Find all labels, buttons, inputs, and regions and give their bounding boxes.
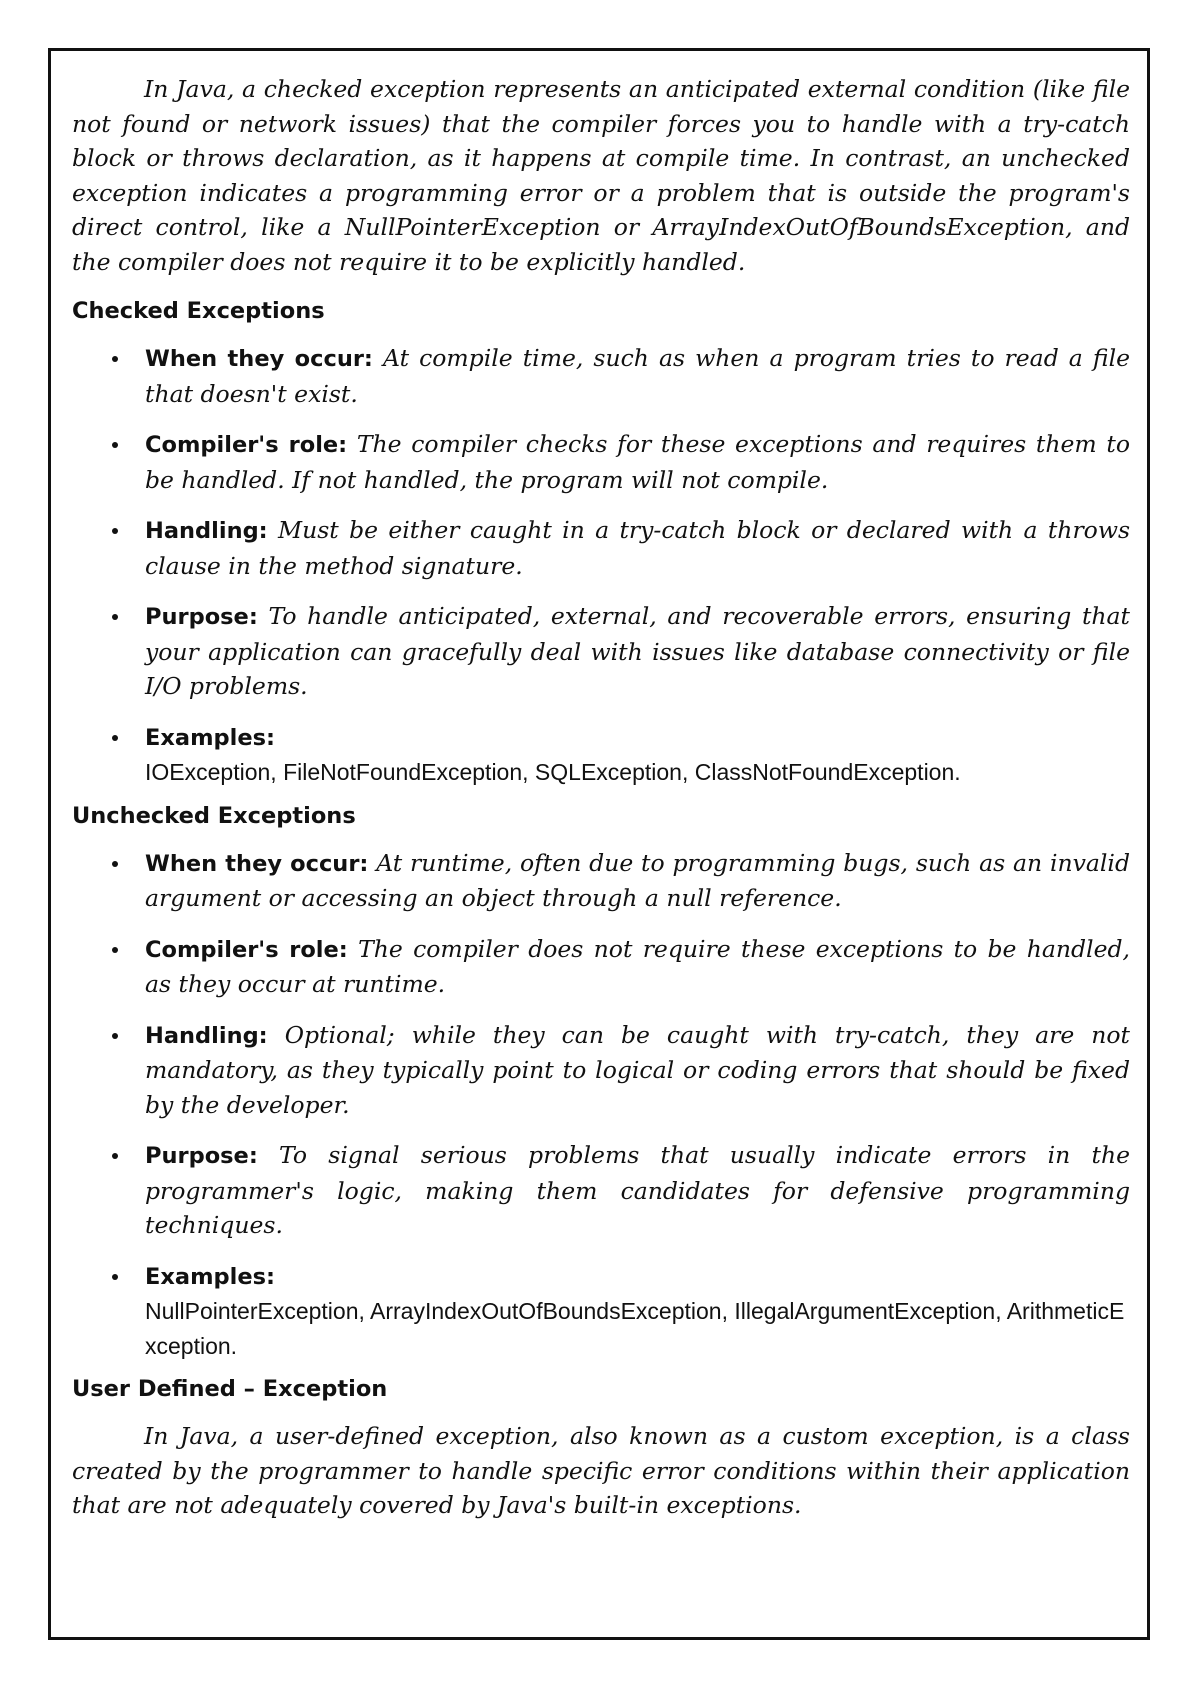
bullet-icon (112, 1033, 118, 1039)
unchecked-heading: Unchecked Exceptions (72, 802, 356, 829)
bullet-icon (112, 861, 118, 867)
item-text: The compiler checks for these exceptions and requires them to be handled. If not handled, the program will not compile. (145, 430, 1130, 494)
list-item (72, 599, 1130, 704)
list-item (72, 932, 1130, 1002)
unchecked-list (72, 846, 1130, 1364)
bullet-icon (112, 614, 118, 620)
item-text: To signal serious problems that usually indicate errors in the programmer's logic, making them candidates for defensive programming techniques. (145, 1141, 1130, 1239)
bullet-icon (112, 1274, 118, 1280)
checked-heading: Checked Exceptions (72, 298, 325, 324)
item-label: Compiler's role: (145, 936, 348, 963)
list-item (72, 341, 1130, 411)
list-item (72, 1018, 1130, 1123)
item-label: When they occur: (145, 346, 373, 372)
item-label: Purpose: (145, 1143, 258, 1169)
bullet-icon (112, 528, 118, 534)
bullet-icon (112, 735, 118, 741)
bullet-icon (112, 1153, 118, 1159)
item-label: Examples: (145, 724, 275, 751)
item-text: At runtime, often due to programming bugs, such as an invalid argument or accessing an object through a null reference. (145, 848, 1130, 912)
list-item (72, 427, 1130, 497)
bullet-icon (112, 442, 118, 448)
user-defined-paragraph: In Java, a user-defined exception, also known as a custom exception, is a class created by the programmer to handle specific error conditions within their application that are not adequately covered by Java's built-in exceptions. (72, 1422, 1130, 1519)
item-label: Handling: (145, 518, 268, 544)
user-defined-heading: User Defined – Exception (72, 1376, 388, 1402)
item-text: IOException, FileNotFoundException, SQLException, ClassNotFoundException. (145, 759, 961, 785)
list-item (72, 846, 1130, 916)
list-item (72, 1259, 1130, 1364)
list-item (72, 513, 1130, 583)
item-text: The compiler does not require these exceptions to be handled, as they occur at runtime. (145, 934, 1130, 998)
item-text: NullPointerException, ArrayIndexOutOfBoundsException, IllegalArgumentException, ArithmeticException. (145, 1298, 1125, 1359)
checked-list (72, 341, 1130, 790)
item-text: At compile time, such as when a program tries to read a file that doesn't exist. (145, 344, 1130, 408)
document-body (72, 72, 1130, 1523)
item-label: Purpose: (145, 604, 258, 630)
bullet-icon (112, 356, 118, 362)
item-label: Examples: (145, 1263, 275, 1290)
item-label: When they occur: (145, 850, 369, 877)
list-item (72, 720, 1130, 790)
item-label: Compiler's role: (145, 432, 348, 458)
item-text: To handle anticipated, external, and recoverable errors, ensuring that your application can gracefully deal with issues like database connectivity or file I/O problems. (145, 602, 1130, 700)
list-item (72, 1138, 1130, 1243)
item-text: Optional; while they can be caught with try-catch, they are not mandatory, as they typically point to logical or coding errors that should be fixed by the developer. (145, 1020, 1130, 1119)
item-text: Must be either caught in a try-catch block or declared with a throws clause in the method signature. (145, 516, 1130, 580)
bullet-icon (112, 947, 118, 953)
intro-paragraph: In Java, a checked exception represents an anticipated external condition (like file not found or network issues) that the compiler forces you to handle with a try-catch block or throws declaration, as it happens at compile time. In contrast, an unchecked exception indicates a programming error or a problem that is outside the program's direct control, like a NullPointerException or ArrayIndexOutOfBoundsException, and the compiler does not require it to be explicitly handled. (72, 75, 1130, 276)
item-label: Handling: (145, 1022, 268, 1049)
